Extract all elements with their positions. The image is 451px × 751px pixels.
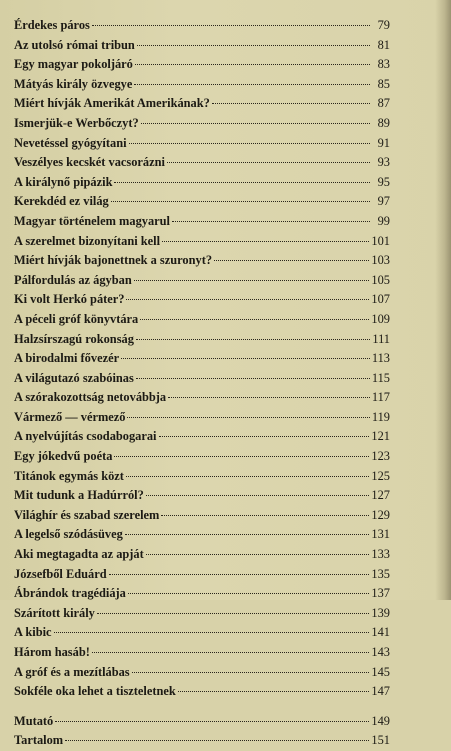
dot-leader — [178, 691, 370, 692]
toc-entry — [14, 55, 390, 75]
toc-main-list — [14, 16, 390, 702]
toc-entry-title: Miért hívják Amerikát Amerikának? — [14, 96, 210, 111]
dot-leader — [121, 358, 370, 359]
dot-leader — [126, 476, 369, 477]
toc-entry — [14, 349, 390, 369]
dot-leader — [92, 652, 370, 653]
toc-entry-title: Aki megtagadta az apját — [14, 547, 144, 562]
dot-leader — [65, 740, 369, 741]
toc-entry — [14, 212, 390, 232]
toc-entry-title: Ki volt Herkó páter? — [14, 292, 125, 307]
dot-leader — [137, 45, 370, 46]
toc-entry-page-number: 93 — [377, 155, 390, 170]
toc-entry — [14, 16, 390, 36]
toc-entry-page-number: 91 — [377, 135, 390, 150]
toc-entry — [14, 623, 390, 643]
toc-entry-title: Miért hívják bajonettnek a szuronyt? — [14, 253, 213, 268]
toc-entry-page-number: 79 — [377, 18, 390, 32]
toc-entry-title: Világhír és szabad szerelem — [14, 507, 160, 522]
toc-entry-page-number: 137 — [371, 586, 390, 601]
toc-entry-title: Pálfordulás az ágyban — [14, 272, 132, 287]
dot-leader — [55, 721, 369, 722]
dot-leader — [111, 201, 370, 202]
toc-entry-page-number: 103 — [371, 253, 390, 268]
toc-entry — [14, 663, 390, 683]
toc-entry-page-number: 81 — [377, 37, 390, 52]
dot-leader — [168, 397, 370, 398]
toc-entry-page-number: 127 — [371, 488, 390, 503]
toc-entry — [14, 271, 390, 291]
toc-entry — [14, 94, 390, 114]
toc-entry-page-number: 89 — [377, 115, 390, 130]
toc-entry-page-number: 151 — [371, 733, 390, 748]
toc-entry — [14, 36, 390, 56]
toc-entry — [14, 290, 390, 310]
toc-entry-page-number: 83 — [377, 57, 390, 72]
dot-leader — [134, 84, 370, 85]
dot-leader — [212, 103, 370, 104]
toc-entry-page-number: 97 — [377, 194, 390, 209]
toc-entry-title: Érdekes páros — [14, 18, 90, 32]
toc-entry — [14, 75, 390, 95]
dot-leader — [159, 436, 370, 437]
dot-leader — [114, 456, 369, 457]
dot-leader — [134, 280, 370, 281]
toc-entry — [14, 330, 390, 350]
toc-entry-title: A kibic — [14, 625, 52, 640]
toc-entry-title: Tartalom — [14, 733, 64, 748]
toc-entry-page-number: 147 — [371, 684, 390, 699]
toc-entry — [14, 153, 390, 173]
dot-leader — [97, 613, 370, 614]
toc-entry-title: Sokféle oka lehet a tiszteletnek — [14, 684, 176, 699]
toc-entry-page-number: 85 — [377, 76, 390, 91]
toc-entry-title: Egy jókedvű poéta — [14, 449, 113, 464]
toc-entry — [14, 604, 390, 624]
toc-entry-page-number: 101 — [371, 233, 390, 248]
toc-entry-page-number: 107 — [371, 292, 390, 307]
toc-entry — [14, 712, 390, 732]
toc-entry-page-number: 131 — [371, 527, 390, 542]
dot-leader — [109, 574, 370, 575]
toc-entry-title: Ismerjük-e Werbőczyt? — [14, 115, 139, 130]
toc-entry — [14, 134, 390, 154]
dot-leader — [141, 123, 370, 124]
toc-entry — [14, 467, 390, 487]
toc-entry — [14, 731, 390, 751]
toc-entry-title: A nyelvújítás csodabogarai — [14, 429, 157, 444]
toc-entry — [14, 251, 390, 271]
toc-entry-page-number: 119 — [371, 409, 390, 424]
toc-entry-page-number: 115 — [371, 370, 390, 385]
toc-entry — [14, 192, 390, 212]
toc-entry — [14, 447, 390, 467]
dot-leader — [161, 515, 369, 516]
toc-entry-title: A legelső szódásüveg — [14, 527, 123, 542]
dot-leader — [135, 64, 370, 65]
toc-entry-title: A világutazó szabóinas — [14, 370, 134, 385]
toc-entry-page-number: 87 — [377, 96, 390, 111]
toc-entry-page-number: 149 — [371, 713, 390, 728]
toc-entry-title: A szórakozottság netovábbja — [14, 390, 167, 405]
toc-entry-title: Józsefből Eduárd — [14, 566, 107, 581]
dot-leader — [146, 495, 370, 496]
toc-entry — [14, 525, 390, 545]
toc-entry — [14, 506, 390, 526]
dot-leader — [128, 593, 370, 594]
toc-entry-title: Mátyás király özvegye — [14, 76, 133, 91]
toc-entry-page-number: 113 — [371, 351, 390, 366]
toc-back-matter-list — [14, 712, 390, 751]
toc-entry-title: Veszélyes kecskét vacsorázni — [14, 155, 165, 170]
toc-entry-title: Három hasáb! — [14, 645, 90, 659]
dot-leader — [54, 632, 370, 633]
toc-entry-title: Egy magyar pokoljáró — [14, 57, 133, 72]
toc-entry-title: Mit tudunk a Hadúrról? — [14, 488, 144, 503]
toc-entry — [14, 310, 390, 330]
dot-leader — [92, 25, 370, 26]
page-gutter-shadow — [435, 0, 451, 600]
toc-entry-page-number: 95 — [377, 174, 390, 189]
toc-entry — [14, 408, 390, 428]
toc-entry-page-number: 111 — [372, 331, 390, 346]
toc-entry-title: Halzsírszagú rokonság — [14, 331, 134, 346]
toc-entry — [14, 388, 390, 408]
toc-entry-title: Vármező — vérmező — [14, 409, 126, 424]
table-of-contents — [14, 16, 390, 751]
toc-entry-page-number: 129 — [371, 507, 390, 522]
toc-entry-page-number: 145 — [371, 664, 390, 679]
toc-entry-title: Magyar történelem magyarul — [14, 213, 170, 228]
dot-leader — [136, 339, 370, 340]
toc-entry — [14, 486, 390, 506]
toc-entry — [14, 682, 390, 702]
toc-entry — [14, 173, 390, 193]
section-gap — [14, 702, 390, 712]
toc-entry-title: Szárított király — [14, 605, 95, 620]
dot-leader — [162, 241, 369, 242]
toc-entry-page-number: 99 — [377, 213, 390, 228]
toc-entry-title: A királynő pipázik — [14, 174, 113, 189]
toc-entry-title: A gróf és a mezítlábas — [14, 664, 130, 679]
toc-entry-title: Az utolsó római tribun — [14, 37, 135, 52]
toc-entry-title: Mutató — [14, 713, 54, 728]
dot-leader — [140, 319, 369, 320]
toc-entry — [14, 232, 390, 252]
dot-leader — [136, 378, 370, 379]
dot-leader — [114, 182, 370, 183]
dot-leader — [214, 260, 369, 261]
toc-entry-title: Kerekdéd ez világ — [14, 194, 109, 209]
toc-entry — [14, 427, 390, 447]
toc-entry-page-number: 139 — [371, 605, 390, 620]
toc-entry — [14, 545, 390, 565]
toc-entry-title: A péceli gróf könyvtára — [14, 311, 139, 326]
toc-entry-page-number: 121 — [371, 429, 390, 444]
toc-entry-title: Ábrándok tragédiája — [14, 586, 126, 601]
toc-entry-page-number: 135 — [371, 566, 390, 581]
toc-entry-page-number: 125 — [371, 468, 390, 483]
toc-entry — [14, 584, 390, 604]
dot-leader — [146, 554, 370, 555]
dot-leader — [129, 143, 370, 144]
dot-leader — [132, 672, 370, 673]
dot-leader — [126, 299, 369, 300]
toc-entry-title: Nevetéssel gyógyítani — [14, 135, 127, 150]
toc-entry-page-number: 141 — [371, 625, 390, 640]
toc-entry — [14, 114, 390, 134]
toc-entry-page-number: 123 — [371, 449, 390, 464]
toc-entry-title: A szerelmet bizonyítani kell — [14, 233, 161, 248]
dot-leader — [167, 162, 370, 163]
toc-entry — [14, 565, 390, 585]
toc-entry-page-number: 133 — [371, 547, 390, 562]
toc-entry-title: A birodalmi fővezér — [14, 351, 120, 366]
dot-leader — [172, 221, 370, 222]
toc-entry — [14, 369, 390, 389]
dot-leader — [125, 534, 370, 535]
toc-entry-page-number: 117 — [371, 390, 390, 405]
toc-entry — [14, 643, 390, 663]
toc-entry-page-number: 109 — [371, 311, 390, 326]
toc-entry-page-number: 105 — [371, 272, 390, 287]
dot-leader — [127, 417, 369, 418]
toc-entry-title: Titánok egymás közt — [14, 468, 124, 483]
toc-entry-page-number: 143 — [371, 645, 390, 659]
